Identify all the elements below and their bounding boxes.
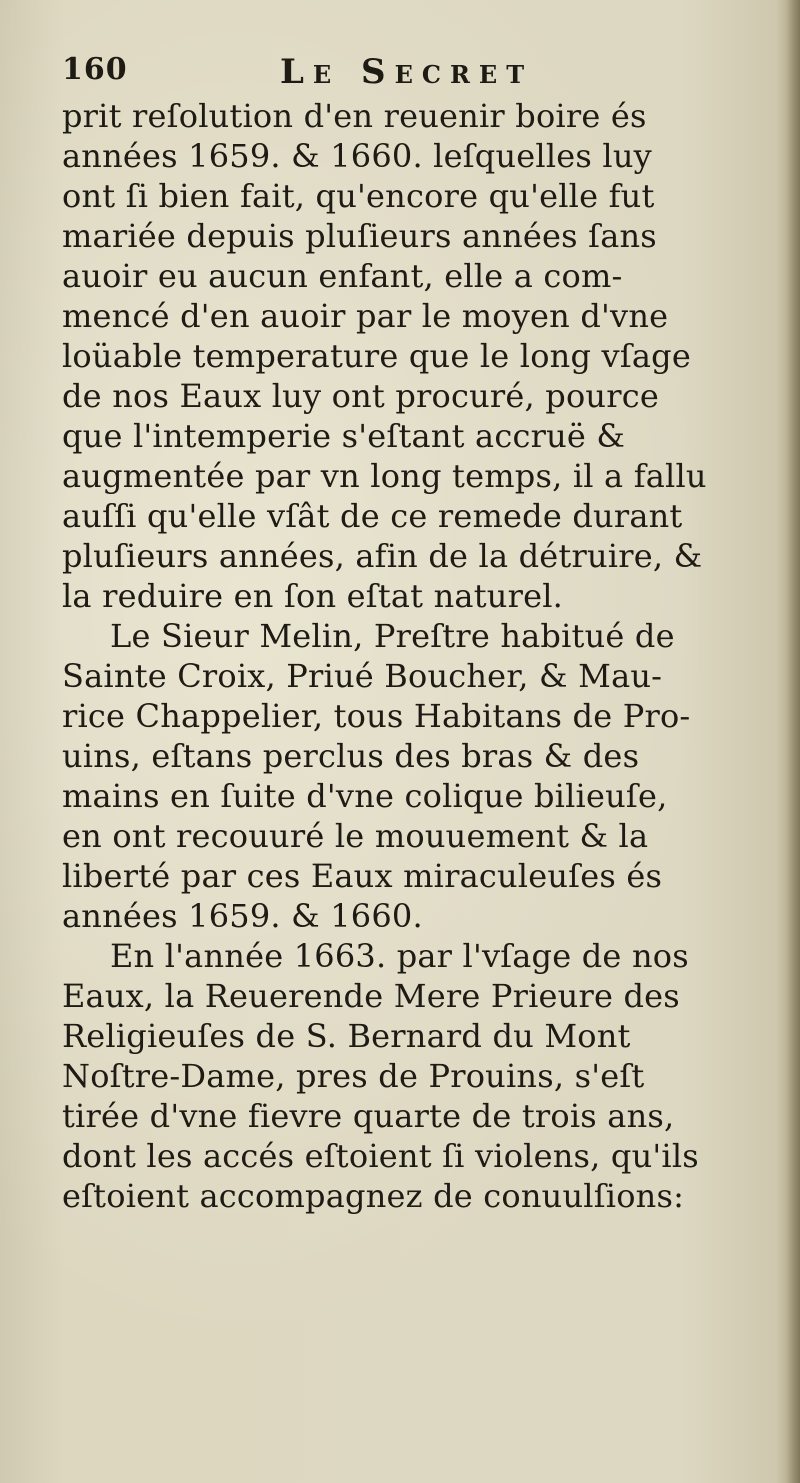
text-line: auoir eu aucun enfant, elle a com- — [62, 257, 623, 295]
text-line: liberté par ces Eaux miraculeuſes és — [62, 857, 663, 895]
text-line: Religieuſes de S. Bernard du Mont — [62, 1017, 631, 1055]
text-line: Le Sieur Melin, Preſtre habitué de — [110, 617, 675, 655]
text-line: années 1659. & 1660. leſquelles luy — [62, 137, 652, 175]
text-line: Sainte Croix, Priué Boucher, & Mau- — [62, 657, 663, 695]
text-line: En l'année 1663. par l'vſage de nos — [110, 937, 689, 975]
text-line: Eaux, la Reuerende Mere Prieure des — [62, 977, 680, 1015]
text-line: dont les accés eſtoient ſi violens, qu'ils — [62, 1137, 699, 1175]
text-line: rice Chappelier, tous Habitans de Pro- — [62, 697, 691, 735]
paragraph — [62, 616, 752, 936]
text-line: tirée d'vne fievre quarte de trois ans, — [62, 1097, 675, 1135]
text-line: mencé d'en auoir par le moyen d'vne — [62, 297, 669, 335]
text-line: en ont recouuré le mouuement & la — [62, 817, 649, 855]
text-line: années 1659. & 1660. — [62, 897, 423, 935]
page-header — [62, 52, 742, 96]
paragraph — [62, 936, 752, 1216]
text-line: que l'intemperie s'eſtant accruë & — [62, 417, 626, 455]
page-edge-shadow — [786, 0, 800, 1483]
text-line: mains en ſuite d'vne colique bilieuſe, — [62, 777, 668, 815]
text-line: pluſieurs années, afin de la détruire, & — [62, 537, 703, 575]
text-line: ont ſi bien fait, qu'encore qu'elle fut — [62, 177, 655, 215]
text-line: mariée depuis pluſieurs années ſans — [62, 217, 657, 255]
page-number: 160 — [62, 52, 128, 87]
text-line: la reduire en ſon eſtat naturel. — [62, 577, 564, 615]
text-line: loüable temperature que le long vſage — [62, 337, 691, 375]
text-line: uins, eſtans perclus des bras & des — [62, 737, 640, 775]
running-title: Le Secret — [280, 52, 534, 92]
paragraph — [62, 96, 752, 616]
text-line: augmentée par vn long temps, il a fallu — [62, 457, 707, 495]
text-line: eſtoient accompagnez de conuulſions: — [62, 1177, 685, 1215]
text-line: Noſtre-Dame, pres de Prouins, s'eſt — [62, 1057, 645, 1095]
text-line: de nos Eaux luy ont procuré, pource — [62, 377, 659, 415]
text-line: auſſi qu'elle vſât de ce remede durant — [62, 497, 683, 535]
body-text — [62, 96, 752, 1216]
text-line: prit reſolution d'en reuenir boire és — [62, 97, 647, 135]
